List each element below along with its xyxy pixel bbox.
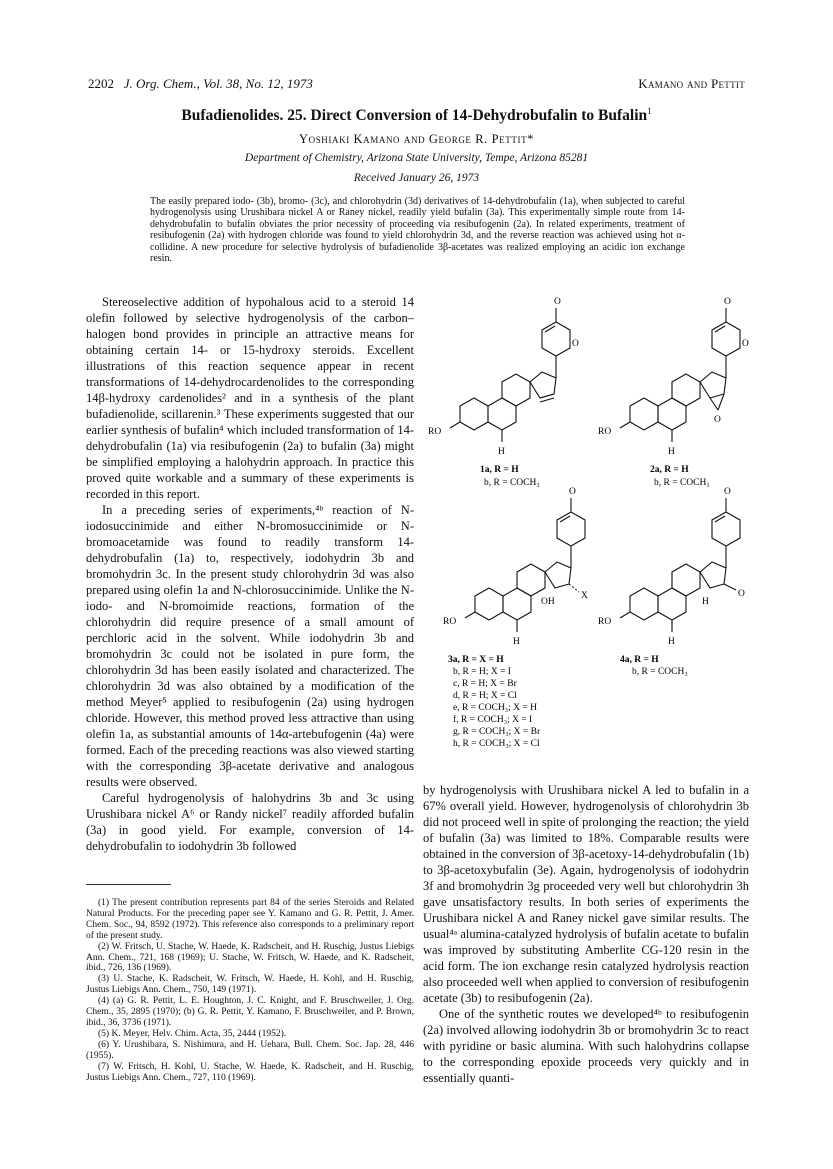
footnote: (3) U. Stache, K. Radscheit, W. Fritsch, W. Haede, H. Kohl, and H. Ruschig, Justus Liebigs Ann. Chem., 750, 149 (1971). (86, 974, 414, 996)
structure-3-ro: RO (443, 617, 457, 627)
article-title-text: Bufadienolides. 25. Direct Conversion of 14-Dehydrobufalin to Bufalin (181, 107, 648, 125)
structure-4-label-a: 4a, R = H (620, 655, 659, 665)
structure-3-h: H (513, 637, 520, 647)
structure-2-ro: RO (598, 427, 612, 437)
structure-4-ro: RO (598, 617, 612, 627)
footnote: (1) The present contribution represents part 84 of the series Steroids and Related Natural Products. For the preceding paper see Y. Kamano and G. R. Pettit, J. Amer. Chem. Soc., 94, 8592 (1972). This reference also corresponds to a preliminary report of the present study. (86, 898, 414, 941)
structure-3-label-a: 3a, R = X = H (448, 655, 504, 665)
footnote: (6) Y. Urushibara, S. Nishimura, and H. Uehara, Bull. Chem. Soc. Jap. 28, 446 (1955). (86, 1039, 414, 1061)
paragraph: One of the synthetic routes we developed⁴ᵇ to resibufogenin (2a) involved allowing iodohydrin 3b or bromohydrin 3c to react with pyridine or basic alumina. With such halohydrins collapse to the corresponding epoxide proceeds very quickly and in essentially quanti- (423, 1007, 749, 1085)
structure-4-carbonyl-o: O (724, 487, 731, 497)
structure-3-oh: OH (541, 597, 555, 607)
structure-3-label-g: g, R = COCH₃; X = Br (453, 727, 541, 737)
structure-2-h: H (668, 447, 675, 457)
author-list: Yoshiaki Kamano and George R. Pettit* (298, 132, 535, 146)
footnote: (4) (a) G. R. Pettit, L. E. Houghton, J. C. Knight, and F. Bruschweiler, J. Org. Chem., 35, 2895 (1970); (b) G. R. Pettit, Y. Kamano, F. Bruschweiler, and P. Brown, ibid., 36, 3736 (1971). (86, 996, 414, 1028)
structure-3-label-c: c, R = H; X = Br (453, 679, 517, 689)
article-title (0, 106, 833, 125)
left-column (86, 294, 414, 854)
structure-figures (420, 290, 760, 780)
paragraph: In a preceding series of experiments,⁴ᵇ reaction of N-iodosuccinimide and either N-bromosuccinimide or N-bromoacetamide was found to readily transform 14-dehydrobufalin (1a) to, respectively, iodohydrin 3b and bromohydrin 3c. In the present study chlorohydrin 3d was also prepared using olefin 1a and N-chlorosuccinimide. Unlike the N-iodo- and N-bromoimide reactions, formation of the chlorohydrin did require presence of a small amount of perchloric acid in the solvent. While iodohydrin 3b and bromohydrin 3c could not be isolated in pure form, the chlorohydrin 3d has been easily isolated and characterized. The chlorohydrin 3d was also obtained by a modification of the method Meyer⁵ applied to resibufogenin (2a) using hydrogen chloride. However, this method proved less attractive than using olefin 1a, as substantial amounts of 14α-artebufogenin (4a) were formed. Each of the preceding reactions was also viewed starting with the corresponding 3β-acetate derivative and analogous results were observed. (86, 503, 414, 789)
page-number: 2202 (88, 76, 114, 91)
structure-3-carbonyl-o: O (569, 487, 576, 497)
running-head-authors: Kamano and Pettit (638, 76, 745, 91)
structure-2-carbonyl-o: O (724, 297, 731, 307)
structure-2-ring-o: O (742, 339, 749, 349)
paragraph: Stereoselective addition of hypohalous acid to a steroid 14 olefin followed by selective hydrogenolysis of the carbon–halogen bond provides in principle an attractive means for obtaining certain 14- or 15-hydroxy steroids. Excellent illustrations of this reaction sequence appear in recent transformations of 14-dehydrocardenolides to the corresponding 14β-hydroxy cardenolides² and in a synthesis of the plant bufadienolide, scillarenin.³ These experiments suggested that our earlier synthesis of bufalin⁴ which included transformation of 14-dehydrobufalin (1a) via resibufogenin (2a) to bufalin (3a) might be simplified employing a halohydrin approach. In practice this proved quite workable and a summary of these experiments is recorded in this report. (86, 295, 414, 501)
paragraph: Careful hydrogenolysis of halohydrins 3b and 3c using Urushibara nickel A⁶ or Randy nickel⁷ readily afforded bufalin (3a) in good yield. For example, conversion of 14-dehydrobufalin to iodohydrin 3b followed (86, 791, 414, 853)
structure-3-label-b: b, R = H; X = I (453, 667, 511, 677)
structure-1-h: H (498, 447, 505, 457)
structure-2-label-a: 2a, R = H (650, 465, 689, 475)
structure-3-x: X (581, 591, 588, 601)
right-column (423, 782, 749, 1086)
structure-3-drawing (443, 487, 588, 647)
structure-1-carbonyl-o: O (554, 297, 561, 307)
journal-citation: J. Org. Chem., Vol. 38, No. 12, 1973 (123, 76, 313, 91)
received-date: Received January 26, 1973 (353, 172, 480, 184)
structure-4-h: H (668, 637, 675, 647)
structure-3-label-d: d, R = H; X = Cl (453, 691, 517, 701)
structure-1-label-b: b, R = COCH₃ (484, 478, 540, 488)
structure-1-ro: RO (428, 427, 442, 437)
footnote-rule (86, 884, 171, 885)
structure-3-label-f: f, R = COCH₃; X = I (453, 715, 533, 725)
footnote: (7) W. Fritsch, H. Kohl, U. Stache, W. Haede, K. Radscheit, and H. Ruschig, Justus Liebigs Ann. Chem., 727, 110 (1969). (86, 1061, 414, 1083)
abstract: The easily prepared iodo- (3b), bromo- (3c), and chlorohydrin (3d) derivatives of 14-dehydrobufalin (1a), when subjected to careful hydrogenolysis using Urushibara nickel A or Raney nickel, readily yield bufalin (3a). This experimentally simple route from 14-dehydrobufalin to bufalin obviates the prior necessity of proceeding via resibufogenin (2a). In related experiments, treatment of resibufogenin (2a) with hydrogen chloride was found to yield chlorohydrin 3d, and the reverse reaction was achieved using hot α-collidine. A new procedure for selective hydrolysis of bufadienolide 3β-acetates was realized employing an acidic ion exchange resin. (150, 196, 685, 265)
structure-4-h14: H (702, 597, 709, 607)
structure-2-label-b: b, R = COCH₃ (654, 478, 710, 488)
structure-1-label-a: 1a, R = H (480, 465, 519, 475)
structure-1-ring-o: O (572, 339, 579, 349)
structure-4-drawing (598, 487, 745, 647)
footnote: (2) W. Fritsch, U. Stache, W. Haede, K. Radscheit, and H. Ruschig, Justus Liebigs Ann. Chem., 721, 168 (1969); U. Stache, W. Fritsch, W. Haede, and K. Radscheit, ibid., 726, 136 (1969). (86, 941, 414, 974)
structure-3-label-h: h, R = COCH₃; X = Cl (453, 739, 540, 749)
footnote: (5) K. Meyer, Helv. Chim. Acta, 35, 2444 (1952). (98, 1028, 287, 1039)
structure-4-label-b: b, R = COCH₃ (632, 667, 688, 677)
title-footnote-mark: 1 (647, 106, 652, 116)
structure-2-epoxide-o: O (714, 415, 721, 425)
structure-1-drawing (428, 297, 579, 457)
running-header-left (88, 76, 313, 92)
affiliation: Department of Chemistry, Arizona State University, Tempe, Arizona 85281 (244, 152, 589, 164)
paragraph: by hydrogenolysis with Urushibara nickel A led to bufalin in a 67% overall yield. However, hydrogenolysis of chlorohydrin 3b did not proceed well in spite of prolonging the reaction; the yield of bufalin (3a) was limited to 18%. Comparable results were obtained in the conversion of 3β-acetoxy-14-dehydrobufalin (1b) to 3β-acetoxybufalin (3e). Again, hydrogenolysis of iodohydrin 3f and bromohydrin 3g proceeded very well but chlorohydrin 3h gave unsatisfactory results. In both series of experiments the Urushibara nickel A and Raney nickel gave similar results. The usual⁴ᵃ alumina-catalyzed hydrolysis of bufalin acetate to bufalin was improved by substituting Amberlite CG-120 resin in the acid form. The ion exchange resin catalyzed hydrolysis reaction also proceeded well when applied to conversion of resibufogenin acetate (3b) to resibufogenin (2a). (423, 783, 749, 1005)
footnotes (86, 898, 414, 1083)
structure-4-ketone-o: O (738, 589, 745, 599)
structure-2-drawing (598, 297, 749, 457)
structure-3-label-e: e, R = COCH₃; X = H (453, 703, 537, 713)
